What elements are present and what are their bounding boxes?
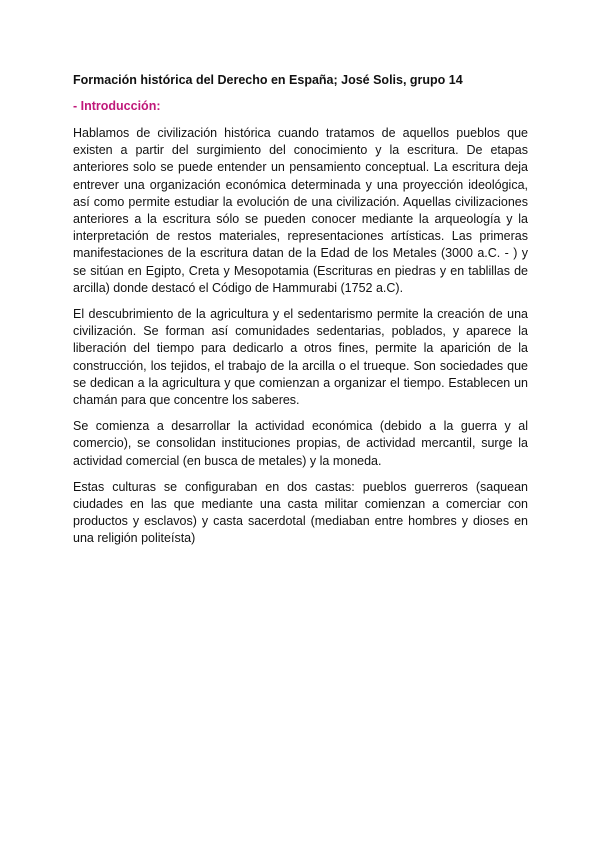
- document-page: [73, 72, 528, 548]
- document-title: Formación histórica del Derecho en España; José Solis, grupo 14: [73, 73, 463, 87]
- paragraph-2: El descubrimiento de la agricultura y el sedentarismo permite la creación de una civilización. Se forman así comunidades sedentarias, poblados, y aparece la liberación del tiempo para dedicarlo a otros fines, permite la aparición de la construcción, los tejidos, el trabajo de la arcilla o el trueque. Son sociedades que se dedican a la agricultura y que comienzan a organizar el tiempo. Establecen un chamán para que concentre los saberes.: [73, 307, 528, 408]
- paragraph-3: Se comienza a desarrollar la actividad económica (debido a la guerra y al comercio), se consolidan instituciones propias, de actividad mercantil, surge la actividad comercial (en busca de metales) y la moneda.: [73, 419, 528, 468]
- paragraph-4: Estas culturas se configuraban en dos castas: pueblos guerreros (saquean ciudades en las que mediante una casta militar comienzan a comerciar con productos y esclavos) y casta sacerdotal (mediaban entre hombres y dioses en una religión politeísta): [73, 479, 528, 546]
- paragraph-1: Hablamos de civilización histórica cuando tratamos de aquellos pueblos que existen a partir del surgimiento del conocimiento y la escritura. De etapas anteriores solo se puede entender un pensamiento conceptual. La escritura deja entrever una organización económica determinada y una proyección ideológica, así como permite estudiar la evolución de una civilización. Aquellas civilizaciones anteriores a la escritura sólo se pueden conocer mediante la arqueología y la interpretación de restos materiales, representaciones artísticas. Las primeras manifestaciones de la escritura datan de la Edad de los Metales (3000 a.C. - ) y se sitúan en Egipto, Creta y Mesopotamia (Escrituras en piedras y en tablillas de arcilla) donde destacó el Código de Hammurabi (1752 a.C).: [73, 126, 528, 295]
- section-heading-introduccion: - Introducción:: [73, 99, 161, 113]
